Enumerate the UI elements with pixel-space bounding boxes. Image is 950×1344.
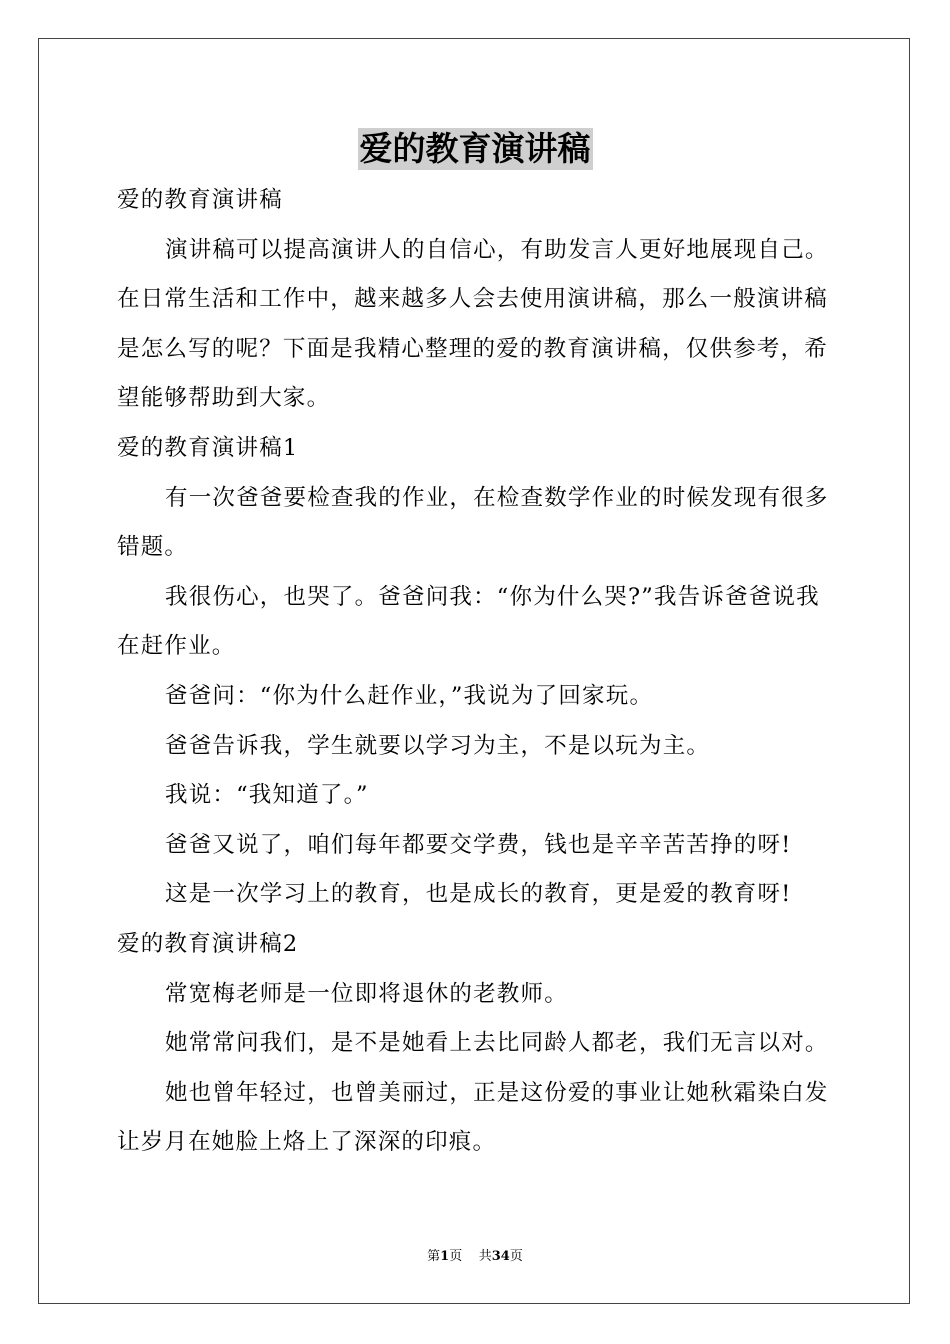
paragraph: 爸爸又说了，咱们每年都要交学费，钱也是辛辛苦苦挣的呀! bbox=[165, 831, 792, 858]
paragraph: 她常常问我们，是不是她看上去比同龄人都老，我们无言以对。 bbox=[165, 1030, 829, 1057]
page-number: 1 bbox=[440, 1249, 450, 1264]
paragraph: 这是一次学习上的教育，也是成长的教育，更是爱的教育呀! bbox=[165, 881, 792, 908]
paragraph: 爸爸问：“你为什么赶作业，”我说为了回家玩。 bbox=[165, 682, 654, 709]
page-footer bbox=[0, 1249, 950, 1265]
section-heading: 爱的教育演讲稿1 bbox=[117, 434, 299, 461]
paragraph: 我很伤心，也哭了。爸爸问我：“你为什么哭?”我告诉爸爸说我在赶作业。 bbox=[117, 583, 820, 660]
paragraph: 她也曾年轻过，也曾美丽过，正是这份爱的事业让她秋霜染白发让岁月在她脸上烙上了深深的印痕。 bbox=[117, 1079, 829, 1156]
paragraph: 常宽梅老师是一位即将退休的老教师。 bbox=[165, 980, 568, 1007]
section-heading: 爱的教育演讲稿2 bbox=[117, 930, 299, 957]
document-title: 爱的教育演讲稿 bbox=[359, 129, 591, 168]
page-prefix: 第 bbox=[427, 1249, 441, 1264]
total-pages: 34 bbox=[491, 1249, 510, 1264]
paragraph: 我说：“我知道了。” bbox=[165, 782, 369, 809]
total-prefix: 共 bbox=[478, 1249, 492, 1264]
paragraph: 演讲稿可以提高演讲人的自信心，有助发言人更好地展现自己。在日常生活和工作中，越来越多人会去使用演讲稿，那么一般演讲稿是怎么写的呢？下面是我精心整理的爱的教育演讲稿，仅供参考，希望能够帮助到大家。 bbox=[117, 236, 829, 412]
document-body bbox=[117, 176, 837, 1168]
total-suffix: 页 bbox=[509, 1249, 523, 1264]
paragraph-heading: 爱的教育演讲稿 bbox=[117, 187, 283, 213]
paragraph: 有一次爸爸要检查我的作业，在检查数学作业的时候发现有很多错题。 bbox=[117, 484, 829, 561]
paragraph: 爸爸告诉我，学生就要以学习为主，不是以玩为主。 bbox=[165, 732, 711, 759]
page-suffix: 页 bbox=[449, 1249, 463, 1264]
title-container bbox=[0, 128, 950, 170]
